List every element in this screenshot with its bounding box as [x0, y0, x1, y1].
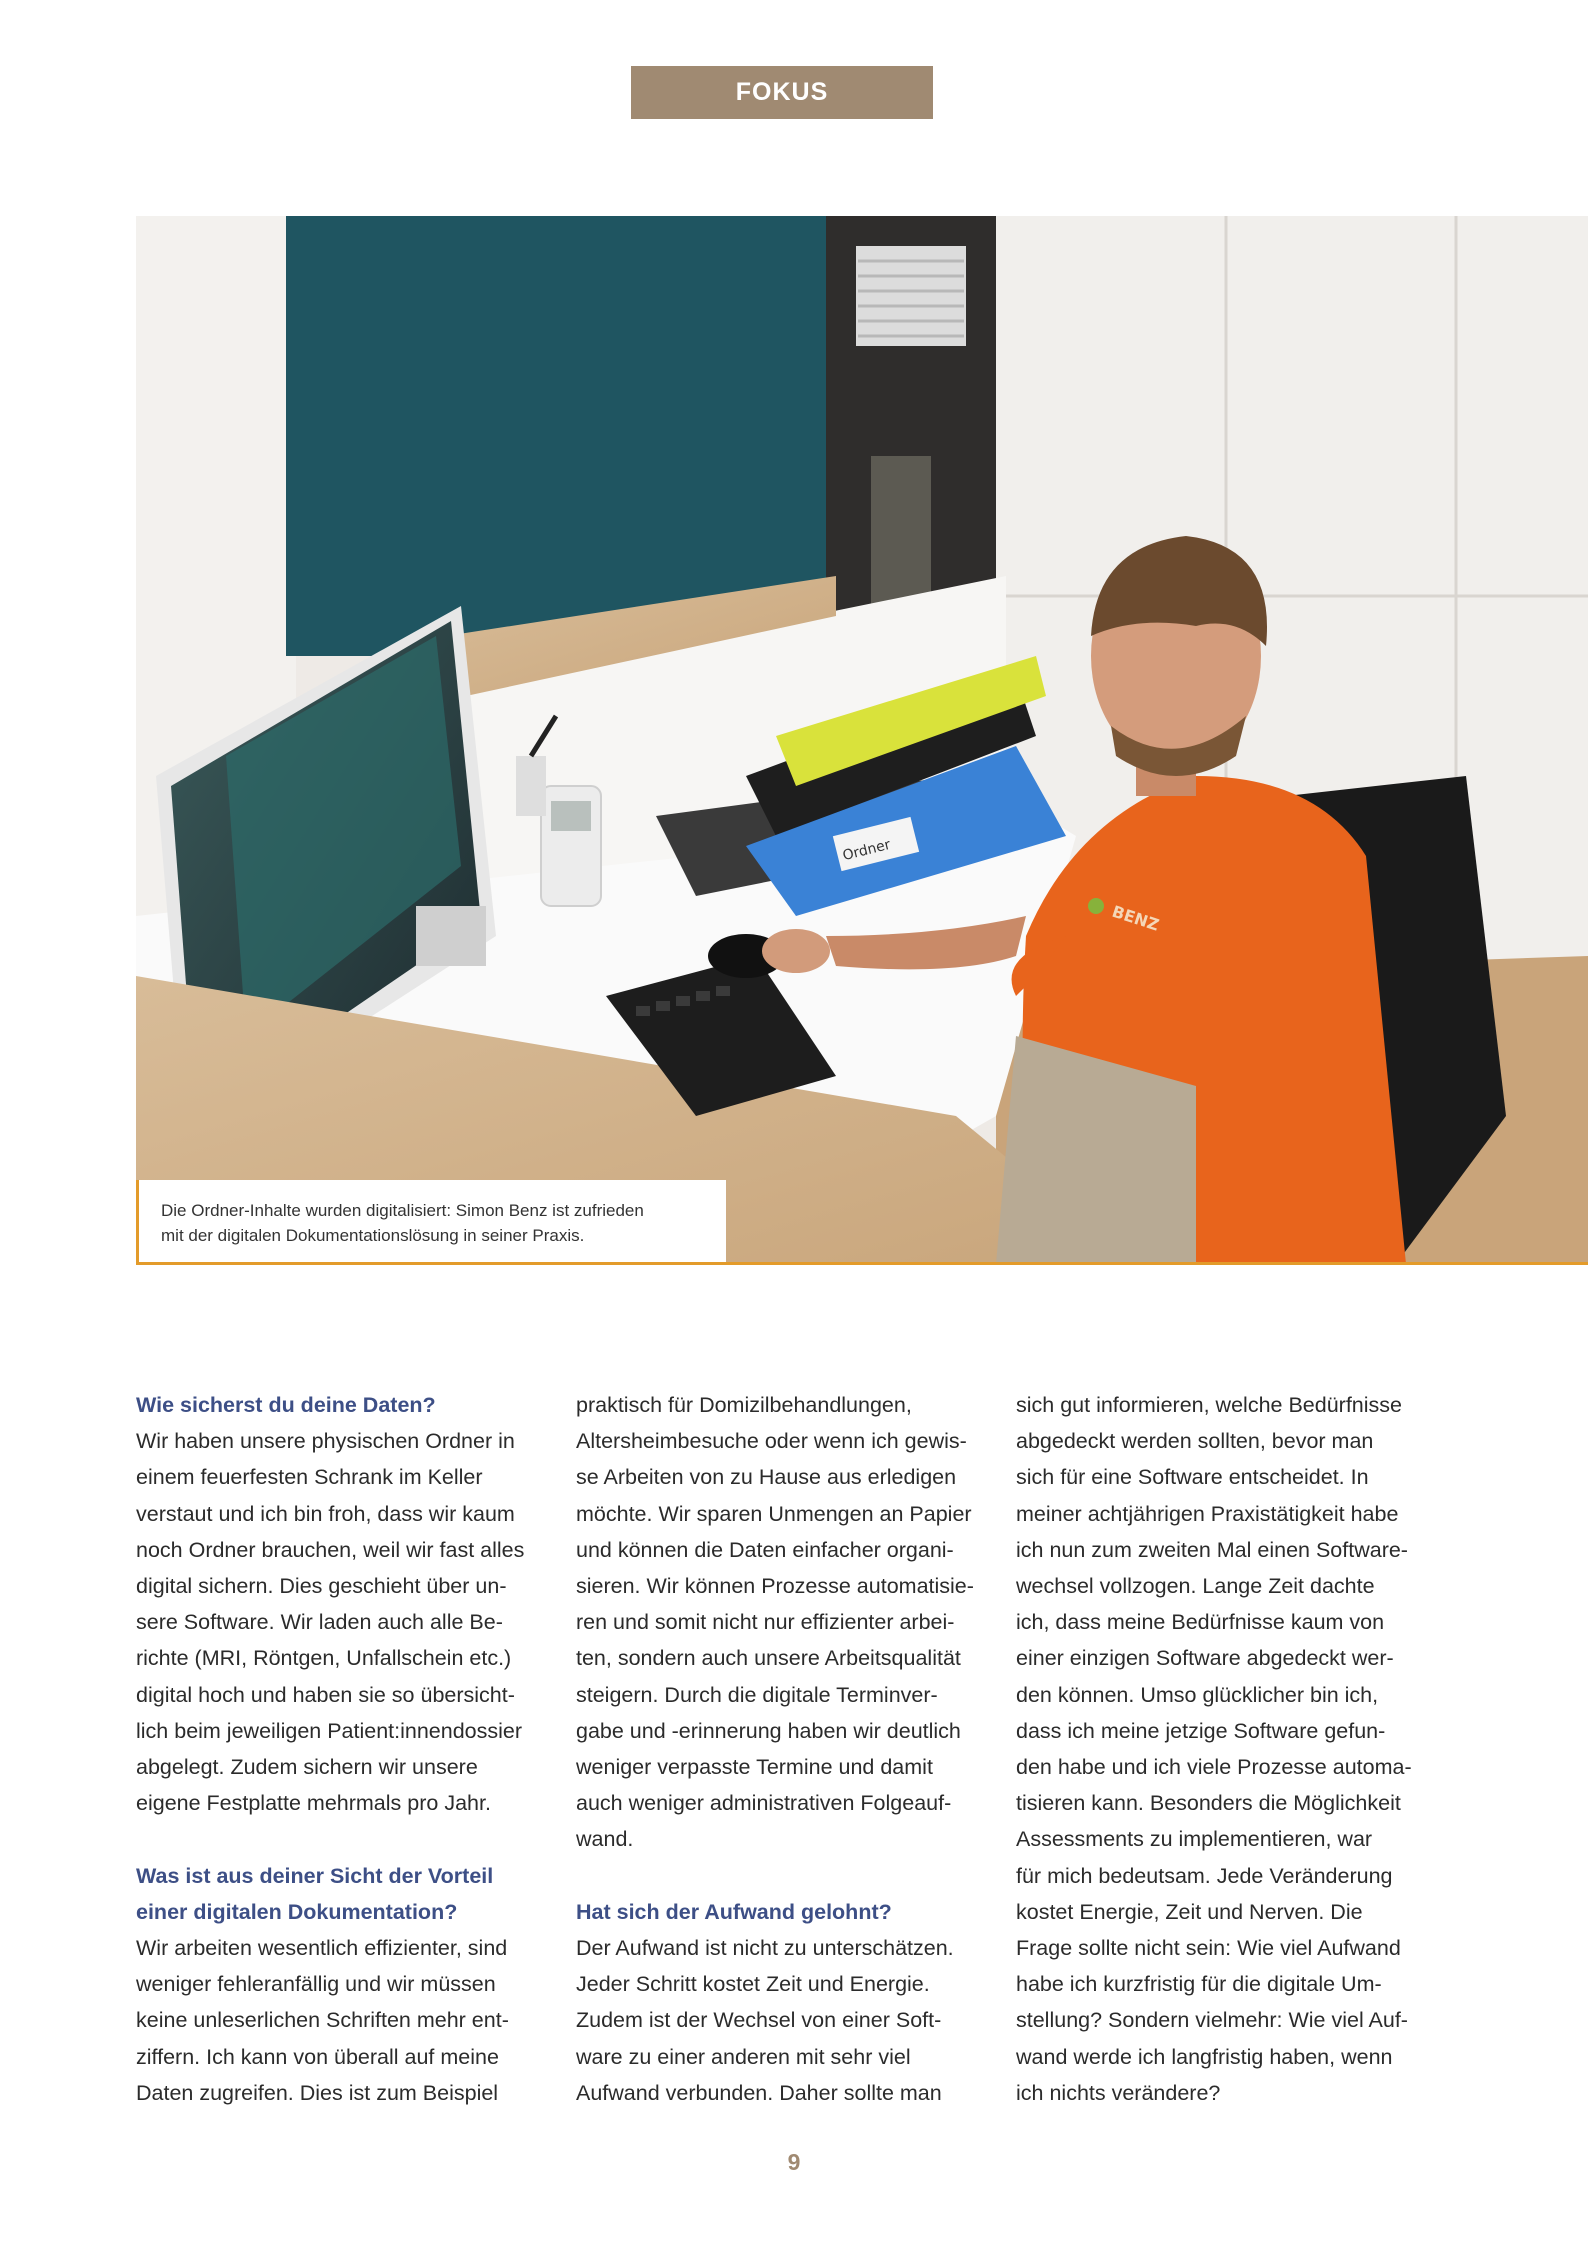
- heading-digital-advantage: Was ist aus deiner Sicht der Vorteil einer digitalen Dokumentation?: [136, 1863, 494, 1924]
- article-column-3: [1016, 1387, 1436, 2111]
- office-scene-illustration: [136, 216, 1588, 1264]
- paragraph-continued: praktisch für Domizilbehandlungen, Altersheimbesuche oder wenn ich gewis- se Arbeiten von zu Hause aus erledigen möchte. Wir sparen Unmengen an Papier und können die Daten einfacher organi- sieren. Wir können Prozesse automatisie- ren und somit nicht nur effizienter arbei- ten, sondern auch unsere Arbeitsqualität steigern. Durch die digitale Terminver- gabe und -erinnerung haben wir deutlich weniger verpasste Termine und damit auch weniger administrativen Folgeauf- wand.: [576, 1393, 974, 1852]
- paragraph-digital-advantage: Wir arbeiten wesentlich effizienter, sind weniger fehleranfällig und wir müssen keine unleserlichen Schriften mehr ent- ziffern. Ich kann von überall auf meine Daten zugreifen. Dies ist zum Beispiel: [136, 1936, 509, 2105]
- paragraph-effort-worth-it: Der Aufwand ist nicht zu unterschätzen. Jeder Schritt kostet Zeit und Energie. Zudem ist der Wechsel von einer Soft- ware zu einer anderen mit sehr viel Aufwand verbunden. Daher sollte man: [576, 1936, 954, 2105]
- paragraph-data-security: Wir haben unsere physischen Ordner in einem feuerfesten Schrank im Keller verstaut und ich bin froh, dass wir kaum noch Ordner brauchen, weil wir fast alles digital sichern. Dies geschieht über un- sere Software. Wir laden auch alle Be- richte (MRI, Röntgen, Unfallschein etc.) digital hoch und haben sie so übersicht- lich beim jeweiligen Patient:innendossier abgelegt. Zudem sichern wir unsere eigene Festplatte mehrmals pro Jahr.: [136, 1429, 525, 1816]
- photo-caption: [136, 1180, 726, 1264]
- heading-data-security: Wie sicherst du deine Daten?: [136, 1393, 436, 1417]
- article-photo: [136, 216, 1588, 1264]
- svg-text:BENZ: BENZ: [1109, 901, 1162, 935]
- caption-accent-rule: [136, 1262, 1588, 1265]
- svg-text:Ordner: Ordner: [841, 836, 893, 865]
- section-label: FOKUS: [631, 66, 933, 119]
- article-column-2: [576, 1387, 996, 2111]
- photo-caption-text: Die Ordner-Inhalte wurden digitalisiert: Simon Benz ist zufrieden mit der digitalen Dokumentationslösung in seiner Praxis.: [161, 1201, 644, 1245]
- page-number: 9: [787, 2149, 801, 2175]
- heading-effort-worth-it: Hat sich der Aufwand gelohnt?: [576, 1899, 892, 1924]
- article-column-1: [136, 1387, 556, 2111]
- paragraph-software-change: sich gut informieren, welche Bedürfnisse abgedeckt werden sollten, bevor man sich für eine Software entscheidet. In meiner achtjährigen Praxistätigkeit habe ich nun zum zweiten Mal einen Software- wechsel vollzogen. Lange Zeit dachte ich, dass meine Bedürfnisse kaum von einer einzigen Software abgedeckt wer- den können. Umso glücklicher bin ich, dass ich meine jetzige Software gefun- den habe und ich viele Prozesse automa- tisieren kann. Besonders die Möglichkeit Assessments zu implementieren, war für mich bedeutsam. Jede Veränderung kostet Energie, Zeit und Nerven. Die Frage sollte nicht sein: Wie viel Aufwand habe ich kurzfristig für die digitale Um- stellung? Sondern vielmehr: Wie viel Auf- wand werde ich langfristig haben, wenn ich nichts verändere?: [1016, 1393, 1412, 2105]
